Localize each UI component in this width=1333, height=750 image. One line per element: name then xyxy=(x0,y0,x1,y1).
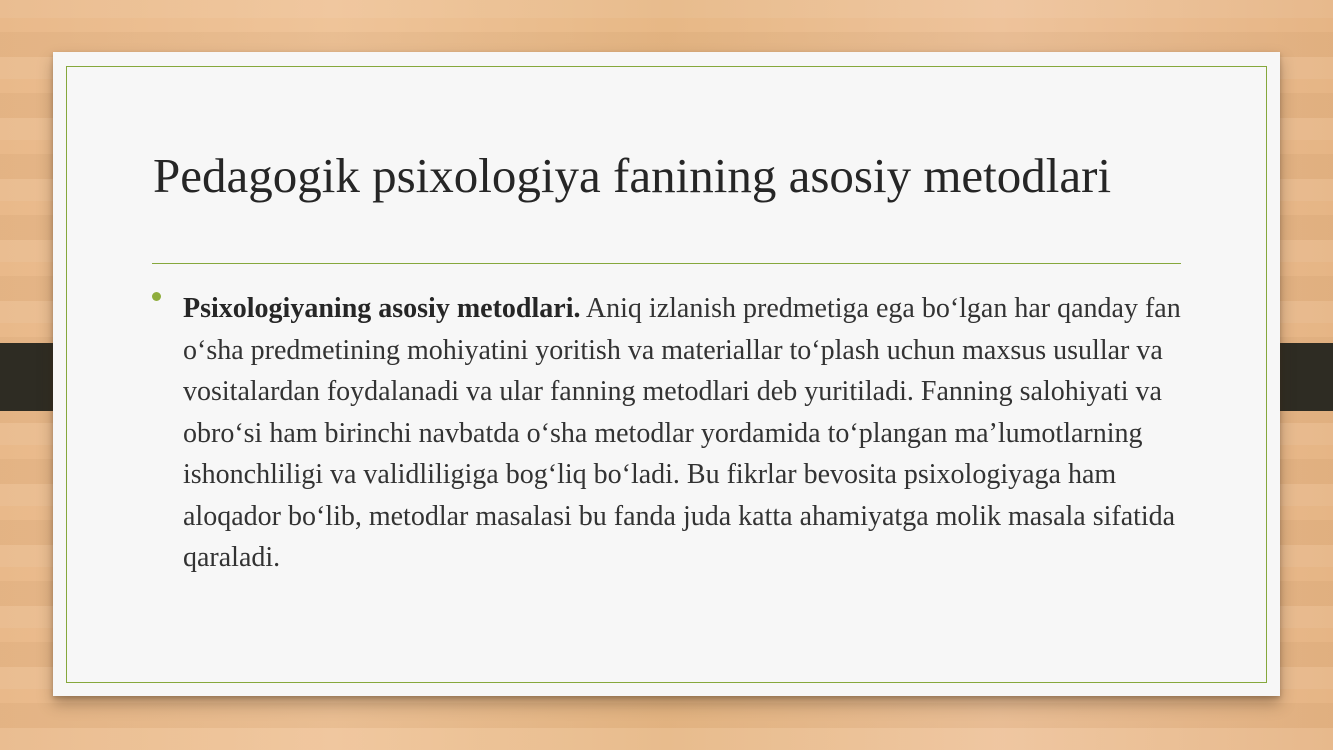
bullet-body-text: Aniq izlanish predmetiga ega bo‘lgan har qanday fan o‘sha predmetining mohiyatini yoritish va materiallar to‘plash uchun maxsus usullar va vositalardan foydalanadi va ular fanning metodlari deb yuritiladi. Fanning salohiyati va obro‘si ham birinchi navbatda o‘sha metodlar yordamida to‘plangan ma’lumotlarning ishonchliligi va validliligiga bog‘liq bo‘ladi. Bu fikrlar bevosita psixologiyaga ham aloqador bo‘lib, metodlar masalasi bu fanda juda katta ahamiyatga molik masala sifatida qaraladi. xyxy=(183,293,1181,573)
slide-card xyxy=(53,52,1280,696)
bullet-text xyxy=(183,288,1182,579)
bullet-dot-icon xyxy=(152,292,161,301)
title-divider xyxy=(152,263,1181,264)
bullet-item xyxy=(152,288,1182,579)
bullet-bold-lead: Psixologiyaning asosiy metodlari. xyxy=(183,293,581,324)
slide-title: Pedagogik psixologiya fanining asosiy metodlari xyxy=(153,148,1112,203)
